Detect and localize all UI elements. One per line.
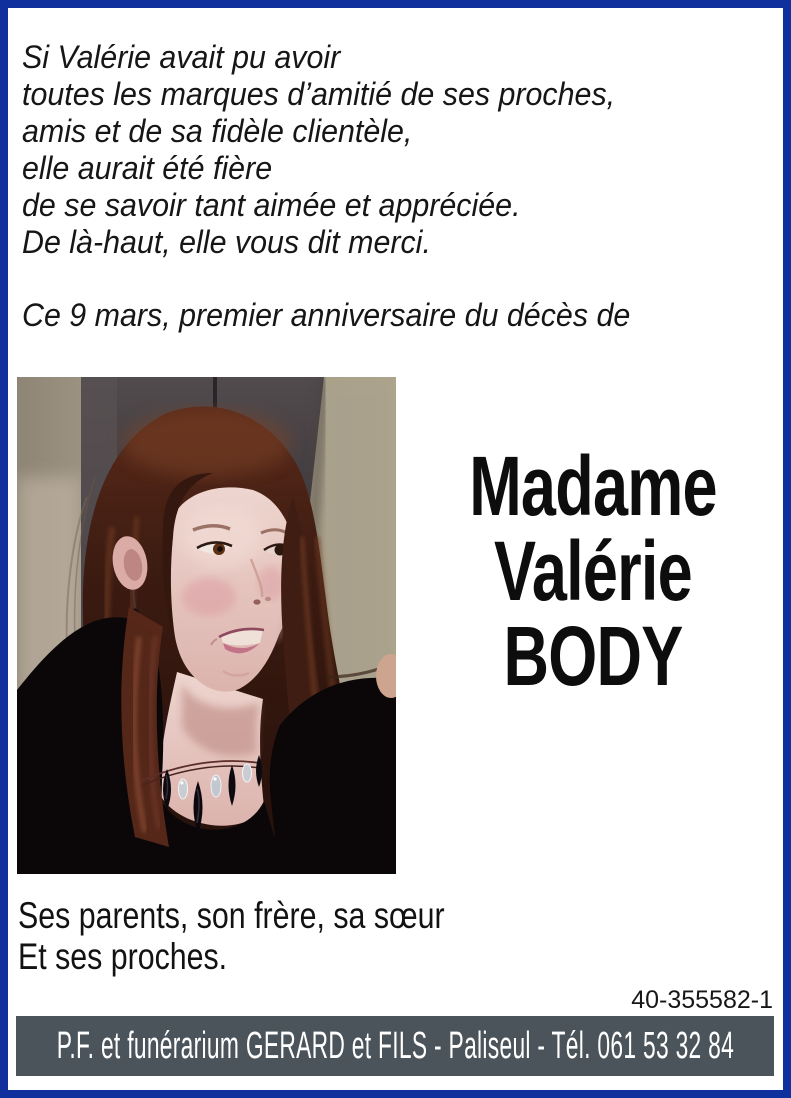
- deceased-first-name: Valérie: [494, 524, 692, 618]
- footer-text: P.F. et funérarium GERARD et FILS - Paliseul - Tél. 061 53 32 84: [56, 1024, 734, 1067]
- family-line: Ses parents, son frère, sa sœur: [18, 895, 445, 936]
- woman-neck: [160, 672, 264, 826]
- deceased-last-name: BODY: [503, 609, 683, 703]
- memorial-line: elle aurait été fière: [22, 150, 273, 186]
- reference-number: 40-355582-1: [631, 986, 773, 1014]
- memorial-line: toutes les marques d’amitié de ses proches,: [22, 76, 616, 112]
- memorial-line: De là-haut, elle vous dit merci.: [22, 224, 431, 260]
- memorial-text: [22, 39, 615, 261]
- portrait-photo-drawing: [17, 377, 396, 874]
- memorial-line: de se savoir tant aimée et appréciée.: [22, 187, 521, 223]
- deceased-name-block: [451, 439, 736, 703]
- family-text: [18, 895, 445, 977]
- footer-bar: [16, 1016, 774, 1076]
- anniversary-line: Ce 9 mars, premier anniversaire du décès de: [22, 297, 631, 333]
- memorial-line: Si Valérie avait pu avoir: [22, 39, 341, 75]
- portrait-photo: [17, 377, 396, 874]
- family-line: Et ses proches.: [18, 936, 228, 977]
- memorial-line: amis et de sa fidèle clientèle,: [22, 113, 413, 149]
- deceased-title: Madame: [469, 439, 717, 533]
